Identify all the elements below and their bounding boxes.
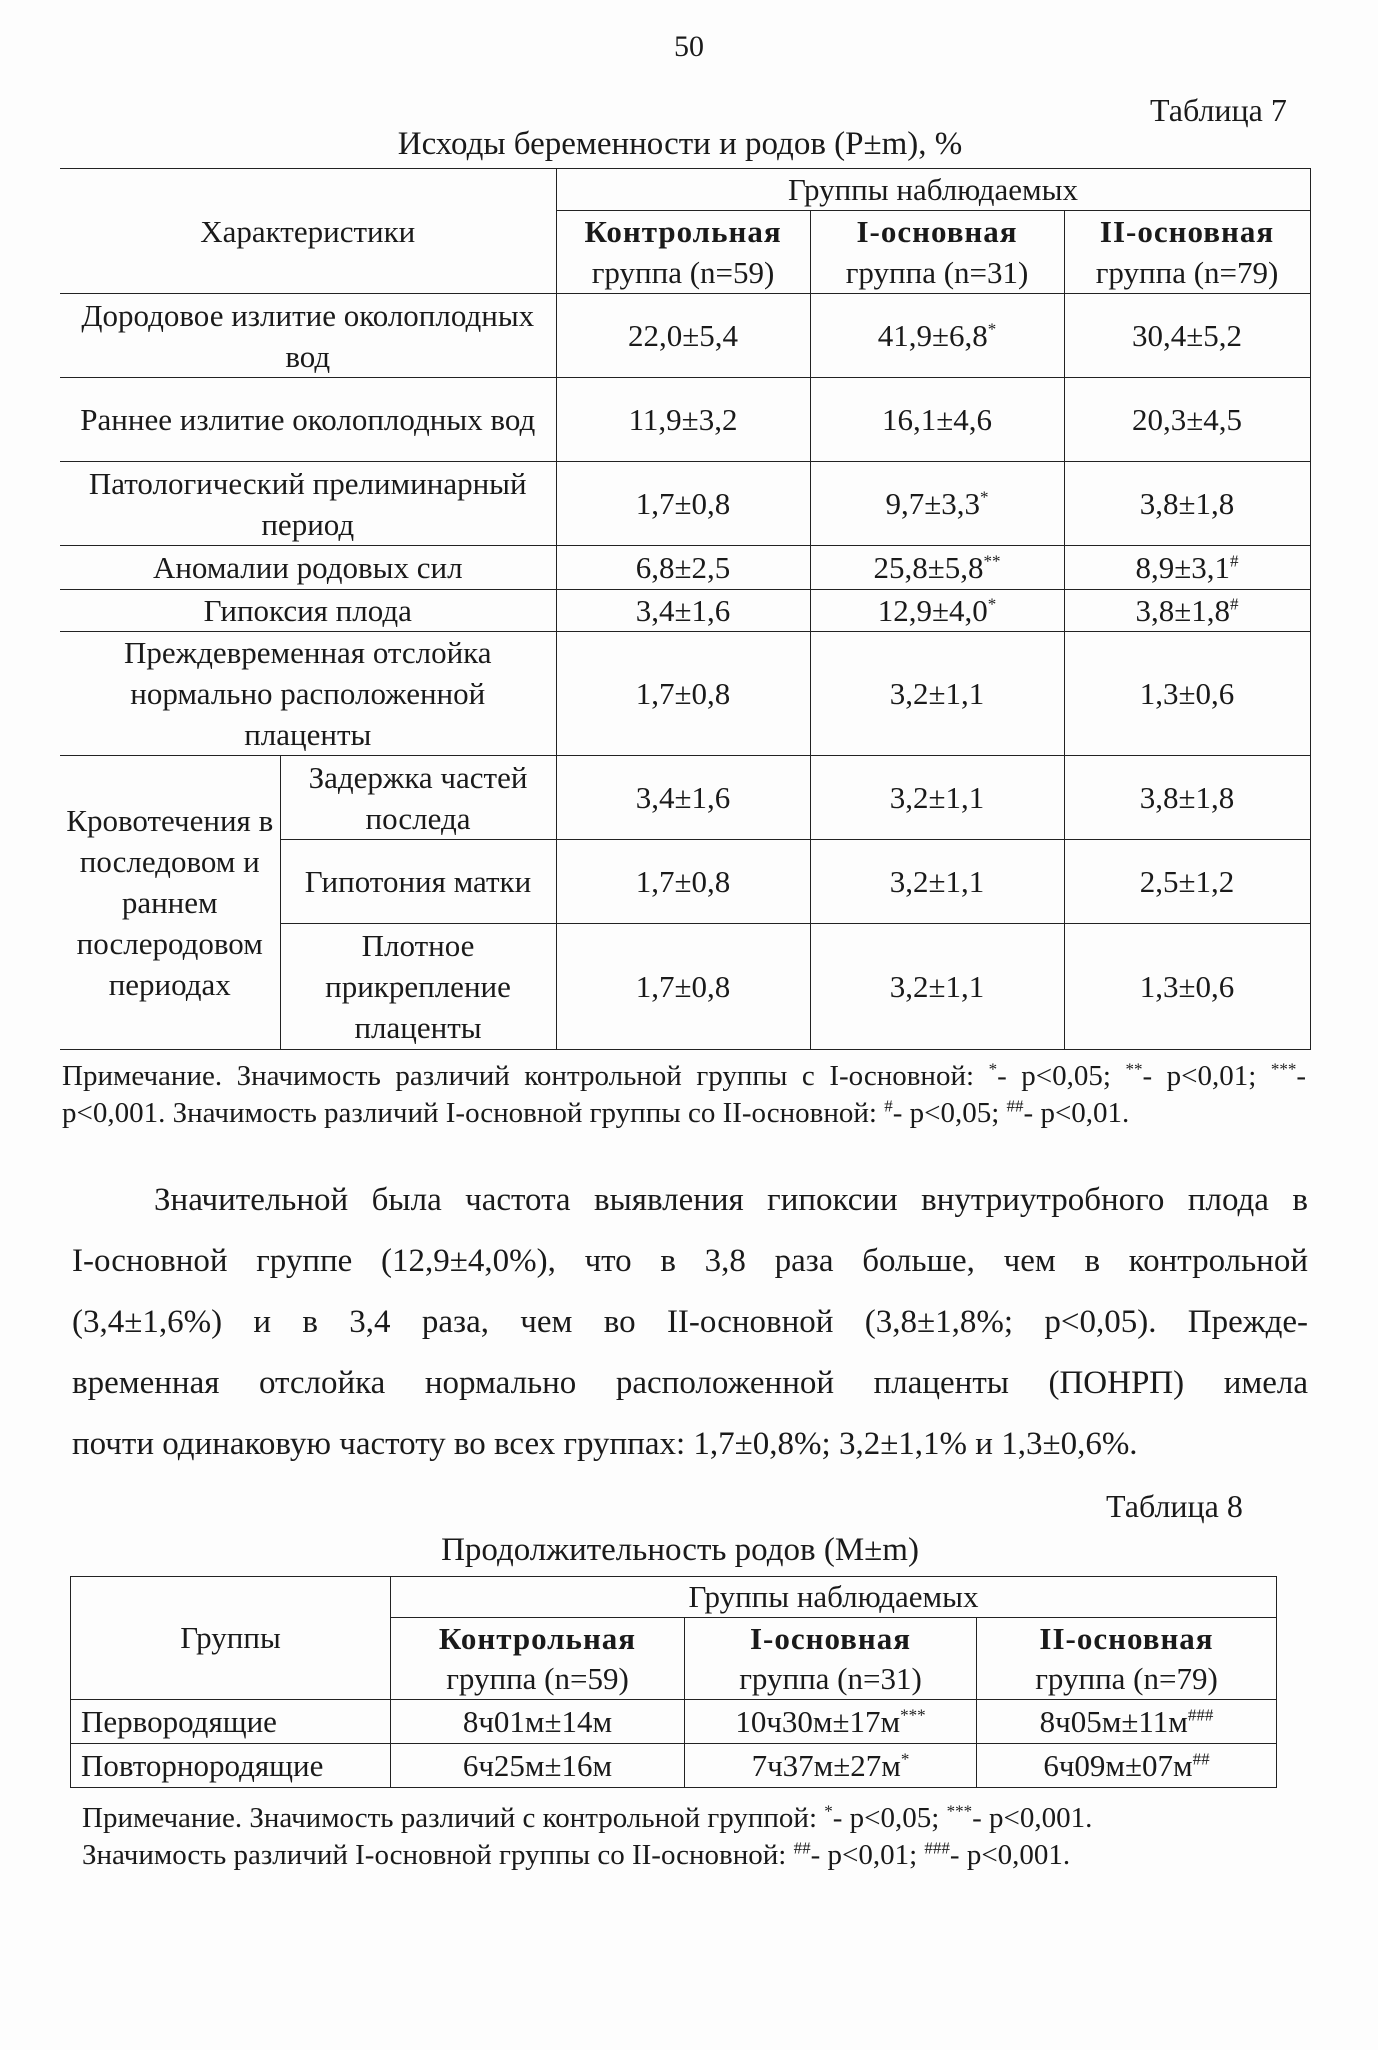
header-col-sub: группа (n=59) <box>591 255 775 290</box>
header-col-name: II-основная <box>1039 1620 1214 1656</box>
page-number: 50 <box>674 30 704 63</box>
note-text: - p<0,001. <box>949 1839 1071 1871</box>
value: 6ч09м±07м <box>1043 1747 1193 1783</box>
note-marker: # <box>884 1096 893 1116</box>
value-cell <box>685 1744 977 1788</box>
value-cell <box>1064 294 1310 378</box>
table-row <box>60 632 1310 756</box>
header-col-name: II-основная <box>1099 214 1275 249</box>
value: 1,7±0,8 <box>635 486 731 521</box>
header-col-main2 <box>1064 211 1310 294</box>
value: 1,7±0,8 <box>635 676 731 711</box>
note-text: - p<0,001. Значимость различий I-основной группы со II-основной: <box>62 1060 1306 1129</box>
marker: *** <box>900 1705 926 1725</box>
header-col-sub: группа (n=79) <box>1035 1660 1218 1696</box>
table8-title: Продолжительность родов (M±m) <box>441 1532 919 1568</box>
header-col-sub: группа (n=31) <box>845 255 1029 290</box>
value-cell <box>1064 590 1310 632</box>
marker: # <box>1230 594 1239 614</box>
note-text: - p<0,05; <box>997 1060 1126 1092</box>
value-cell <box>810 632 1064 756</box>
note-marker: ### <box>924 1838 950 1858</box>
value-cell <box>1064 378 1310 462</box>
header-characteristics: Характеристики <box>60 169 556 294</box>
value-cell: 1,7±0,8 <box>556 924 810 1050</box>
table7-caption: Таблица 7 <box>1150 92 1287 128</box>
table7 <box>60 168 1311 1050</box>
note-text: Значимость различий I-основной группы со II-основной: <box>82 1839 794 1871</box>
value: 6,8±2,5 <box>635 550 731 585</box>
table8-note <box>82 1800 1292 1874</box>
value-cell <box>810 590 1064 632</box>
row-label: Дородовое излитие околоплодных вод <box>60 294 556 378</box>
value: 3,8±1,8 <box>1139 486 1235 521</box>
value-cell <box>1064 546 1310 590</box>
value: 3,8±1,8 <box>1135 593 1231 628</box>
header-groups-label: Группы <box>71 1577 391 1700</box>
marker: * <box>987 594 997 614</box>
header-col-sub: группа (n=79) <box>1095 255 1279 290</box>
header-col-name: I-основная <box>856 214 1018 249</box>
value-cell <box>810 546 1064 590</box>
value: 3,2±1,1 <box>889 676 985 711</box>
row-label: Повторнородящие <box>71 1744 391 1788</box>
value-cell: 1,3±0,6 <box>1064 924 1310 1050</box>
note-marker: *** <box>946 1801 973 1821</box>
note-marker: ## <box>1006 1096 1024 1116</box>
row-label: Аномалии родовых сил <box>60 546 556 590</box>
value-cell <box>556 294 810 378</box>
paragraph-line: Значительной была частота выявления гипоксии внутриутробного плода в <box>154 1182 1308 1218</box>
bleeding-group-label: Кровотечения в последовом и раннем послеродовом периодах <box>60 756 280 1050</box>
value-cell <box>391 1700 685 1744</box>
note-line <box>82 1837 1292 1874</box>
row-label: Гипотония матки <box>280 840 556 924</box>
header-col-sub: группа (n=31) <box>739 1660 922 1696</box>
value-cell <box>1064 462 1310 546</box>
value-cell <box>556 632 810 756</box>
note-text: - p<0,05; <box>892 1097 1007 1129</box>
table-row <box>71 1700 1277 1744</box>
paragraph-line: (3,4±1,6%) и в 3,4 раза, чем во II-основной (3,8±1,8%; p<0,05). Прежде- <box>72 1304 1308 1340</box>
note-text: - p<0,05; <box>832 1802 947 1834</box>
value-cell <box>685 1700 977 1744</box>
header-col-name: I-основная <box>749 1620 912 1656</box>
table8-caption: Таблица 8 <box>1106 1488 1243 1524</box>
marker: * <box>987 319 997 339</box>
header-groups: Группы наблюдаемых <box>391 1577 1277 1618</box>
paragraph-line: временная отслойка нормально расположенной плаценты (ПОНРП) имела <box>72 1365 1308 1401</box>
value-cell: 3,2±1,1 <box>810 924 1064 1050</box>
row-label: Плотное прикрепление плаценты <box>280 924 556 1050</box>
value: 7ч37м±27м <box>751 1747 901 1783</box>
table-row <box>60 378 1310 462</box>
table8 <box>70 1576 1277 1788</box>
value: 11,9±3,2 <box>628 402 738 437</box>
row-label: Патологический прелиминарный период <box>60 462 556 546</box>
value-cell <box>391 1744 685 1788</box>
value: 8,9±3,1 <box>1135 550 1231 585</box>
table-row <box>60 546 1310 590</box>
note-text: - p<0,01. <box>1023 1097 1130 1129</box>
value: 12,9±4,0 <box>877 593 988 628</box>
row-label: Задержка частей последа <box>280 756 556 840</box>
value: 8ч01м±14м <box>462 1703 613 1739</box>
header-groups: Группы наблюдаемых <box>556 169 1310 211</box>
value: 20,3±4,5 <box>1132 402 1243 437</box>
value-cell: 1,7±0,8 <box>556 840 810 924</box>
marker: ### <box>1187 1705 1214 1725</box>
row-label: Раннее излитие околоплодных вод <box>60 378 556 462</box>
value-cell <box>556 462 810 546</box>
value-cell: 3,2±1,1 <box>810 840 1064 924</box>
value-cell <box>810 378 1064 462</box>
marker: * <box>900 1749 910 1769</box>
value: 25,8±5,8 <box>873 550 984 585</box>
value: 16,1±4,6 <box>882 402 993 437</box>
paragraph-line: I-основной группе (12,9±4,0%), что в 3,8 раза больше, чем в контрольной <box>72 1243 1308 1279</box>
row-label: Преждевременная отслойка нормально расположенной плаценты <box>60 632 556 756</box>
table-row <box>60 756 1310 840</box>
note-marker: ** <box>1125 1059 1143 1079</box>
body-paragraph <box>72 1170 1308 1475</box>
value: 9,7±3,3 <box>885 486 981 521</box>
table-row <box>71 1744 1277 1788</box>
value-cell <box>977 1744 1277 1788</box>
header-col-main2 <box>977 1618 1277 1700</box>
row-label: Гипоксия плода <box>60 590 556 632</box>
header-col-name: Контрольная <box>438 1620 637 1656</box>
value-cell <box>1064 632 1310 756</box>
note-text: - p<0,01; <box>810 1839 925 1871</box>
header-col-main1 <box>810 211 1064 294</box>
value-cell <box>556 546 810 590</box>
value-cell <box>810 462 1064 546</box>
value-cell: 3,2±1,1 <box>810 756 1064 840</box>
note-text: - p<0,001. <box>972 1802 1093 1834</box>
note-marker: ## <box>793 1838 811 1858</box>
header-col-control <box>391 1618 685 1700</box>
value-cell: 2,5±1,2 <box>1064 840 1310 924</box>
marker: # <box>1230 551 1239 571</box>
header-col-control <box>556 211 810 294</box>
value-cell: 3,8±1,8 <box>1064 756 1310 840</box>
value: 30,4±5,2 <box>1132 318 1243 353</box>
marker: ** <box>983 551 1001 571</box>
value-cell <box>556 590 810 632</box>
table-row <box>60 462 1310 546</box>
note-text: Примечание. Значимость различий контрольной группы с I-основной: <box>62 1060 989 1092</box>
value-cell <box>810 294 1064 378</box>
note-marker: *** <box>1270 1059 1297 1079</box>
table-row <box>60 590 1310 632</box>
value: 3,4±1,6 <box>635 593 731 628</box>
note-line <box>82 1800 1292 1837</box>
note-text: Примечание. Значимость различий с контрольной группой: <box>82 1802 825 1834</box>
table7-title: Исходы беременности и родов (P±m), % <box>397 126 963 162</box>
marker: * <box>980 487 989 507</box>
value-cell: 3,4±1,6 <box>556 756 810 840</box>
value: 8ч05м±11м <box>1039 1703 1188 1739</box>
value-cell <box>977 1700 1277 1744</box>
note-marker: * <box>824 1801 833 1821</box>
row-label: Первородящие <box>71 1700 391 1744</box>
note-marker: * <box>988 1059 998 1079</box>
header-col-name: Контрольная <box>584 214 782 249</box>
value: 1,3±0,6 <box>1139 676 1235 711</box>
value-cell <box>556 378 810 462</box>
value: 10ч30м±17м <box>735 1703 901 1739</box>
value: 6ч25м±16м <box>462 1747 613 1783</box>
marker: ## <box>1192 1749 1210 1769</box>
value: 22,0±5,4 <box>628 318 739 353</box>
paragraph-line: почти одинаковую частоту во всех группах: 1,7±0,8%; 3,2±1,1% и 1,3±0,6%. <box>72 1426 1138 1462</box>
table-row <box>60 294 1310 378</box>
table7-note <box>62 1058 1306 1132</box>
header-col-sub: группа (n=59) <box>446 1660 629 1696</box>
header-col-main1 <box>685 1618 977 1700</box>
value: 41,9±6,8 <box>877 318 988 353</box>
note-text: - p<0,01; <box>1142 1060 1271 1092</box>
